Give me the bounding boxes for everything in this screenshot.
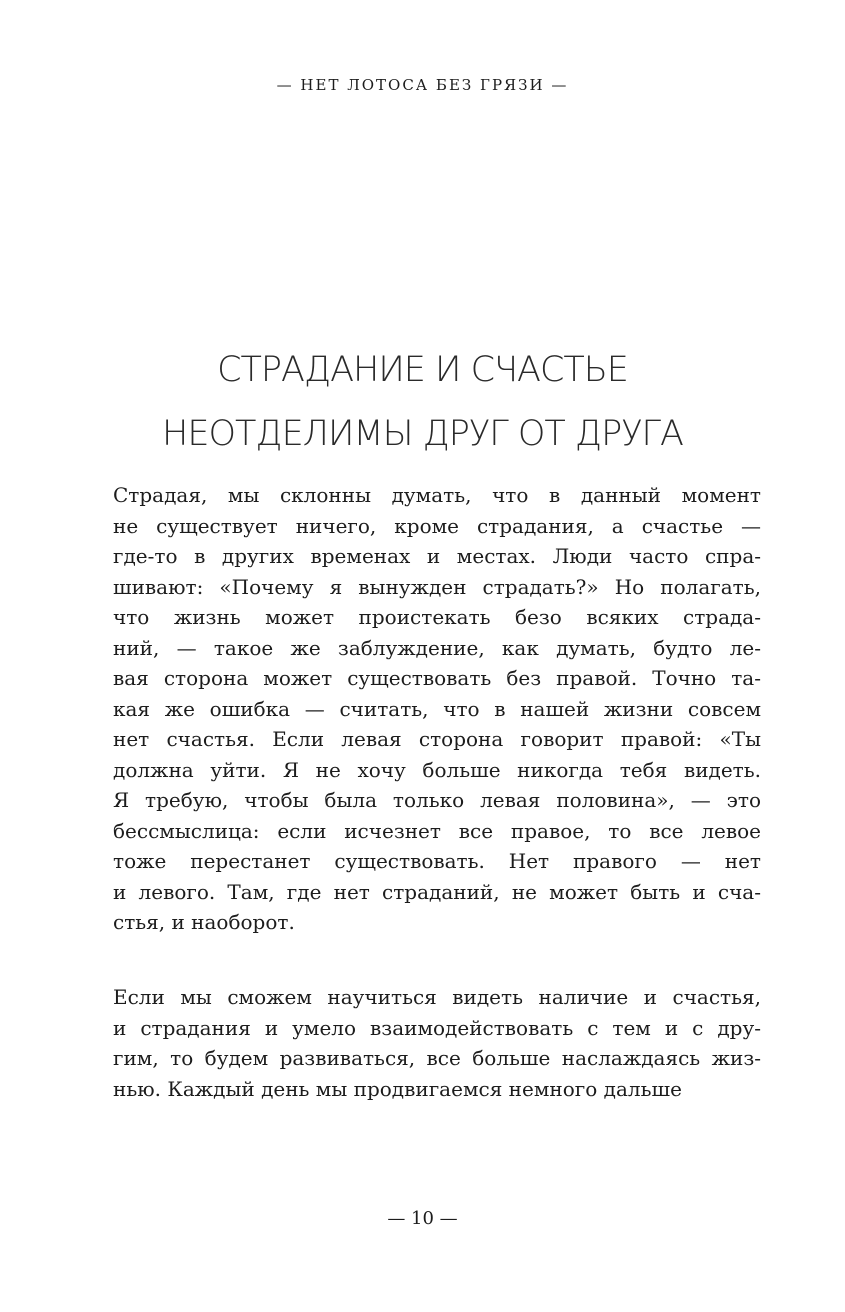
- text-line: что жизнь может проистекать безо всяких страда-: [113, 605, 761, 629]
- text-line: кая же ошибка — считать, что в нашей жизни совсем: [113, 696, 761, 721]
- page-number: — 10 —: [387, 1208, 458, 1229]
- chapter-title: [0, 338, 845, 466]
- text-line: Если мы сможем научиться видеть наличие и счастья,: [113, 985, 761, 1009]
- text-line: не существует ничего, кроме страдания, а счастье —: [113, 513, 761, 538]
- body-paragraph-1: [113, 480, 761, 938]
- text-line: нью. Каждый день мы продвигаемся немного дальше: [113, 1076, 682, 1101]
- text-line: и страдания и умело взаимодействовать с тем и с дру-: [113, 1015, 761, 1040]
- text-line: тоже перестанет существовать. Нет правого — нет: [113, 849, 761, 873]
- running-header: — НЕТ ЛОТОСА БЕЗ ГРЯЗИ —: [276, 76, 569, 94]
- chapter-title-line-2: НЕОТДЕЛИМЫ ДРУГ ОТ ДРУГА: [162, 414, 683, 454]
- text-line: шивают: «Почему я вынужден страдать?» Но полагать,: [113, 574, 761, 599]
- text-line: где-то в других временах и местах. Люди часто спра-: [113, 544, 761, 568]
- text-line: Страдая, мы склонны думать, что в данный момент: [113, 483, 761, 507]
- chapter-title-line-1: СТРАДАНИЕ И СЧАСТЬЕ: [217, 350, 628, 390]
- text-line: должна уйти. Я не хочу больше никогда тебя видеть.: [113, 757, 761, 782]
- text-line: стья, и наоборот.: [113, 910, 295, 934]
- text-line: и левого. Там, где нет страданий, не может быть и сча-: [113, 879, 761, 904]
- text-line: гим, то будем развиваться, все больше наслаждаясь жиз-: [113, 1046, 761, 1070]
- text-line: ний, — такое же заблуждение, как думать, будто ле-: [113, 635, 761, 660]
- text-line: Я требую, чтобы была только левая половина», — это: [113, 788, 761, 812]
- body-paragraph-2: [113, 982, 761, 1104]
- text-line: бессмыслица: если исчезнет все правое, то все левое: [113, 818, 761, 843]
- text-line: вая сторона может существовать без правой. Точно та-: [113, 666, 761, 690]
- text-line: нет счастья. Если левая сторона говорит правой: «Ты: [113, 727, 761, 751]
